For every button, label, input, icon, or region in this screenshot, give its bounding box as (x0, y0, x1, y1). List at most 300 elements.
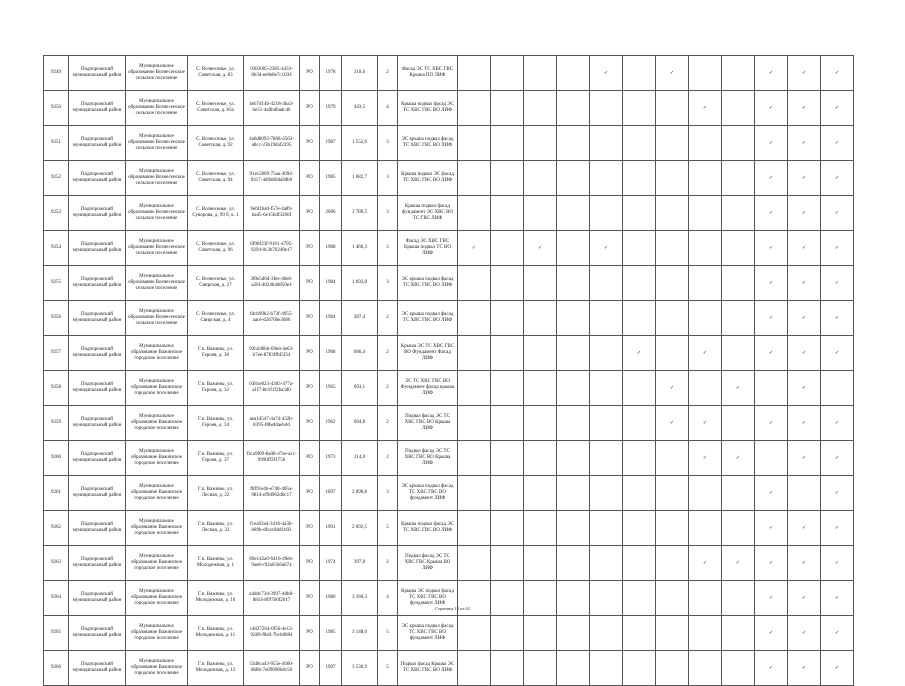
empty-cell (656, 441, 689, 476)
empty-cell (689, 371, 722, 406)
cell-year: 1980 (320, 581, 342, 616)
empty-cell (656, 336, 689, 371)
cell-id: 9256 (44, 301, 69, 336)
empty-cell (623, 651, 656, 686)
cell-address: С. Вознесенье, ул. Советская, д. 83а (188, 91, 244, 126)
empty-cell (524, 91, 557, 126)
check-mark-icon: ✓ (788, 336, 821, 371)
cell-district: Подпорожский муниципальный район (69, 406, 126, 441)
table-row (44, 441, 854, 476)
cell-material: РО (300, 441, 320, 476)
cell-settlement: Муниципальное образование Вознесенское сельское поселение (126, 266, 188, 301)
cell-address: Г.п. Важины, ул. Героев, д. 30 (188, 336, 244, 371)
cell-settlement: Муниципальное образование Вознесенское сельское поселение (126, 231, 188, 266)
check-mark-icon: ✓ (722, 546, 755, 581)
cell-address: Г.п. Важины, ул. Героев, д. 34 (188, 406, 244, 441)
empty-cell (788, 476, 821, 511)
cell-year: 1997 (320, 651, 342, 686)
check-mark-icon: ✓ (821, 546, 854, 581)
empty-cell (656, 161, 689, 196)
check-mark-icon: ✓ (755, 511, 788, 546)
cell-year: 1962 (320, 406, 342, 441)
cell-year: 1985 (320, 161, 342, 196)
check-mark-icon: ✓ (755, 196, 788, 231)
cell-material: РО (300, 126, 320, 161)
table-row (44, 511, 854, 546)
empty-cell (491, 651, 524, 686)
empty-cell (524, 126, 557, 161)
empty-cell (458, 91, 491, 126)
check-mark-icon: ✓ (755, 616, 788, 651)
cell-count: 3 (378, 126, 398, 161)
empty-cell (656, 91, 689, 126)
empty-cell (458, 371, 491, 406)
check-mark-icon: ✓ (755, 266, 788, 301)
check-mark-icon: ✓ (689, 441, 722, 476)
empty-cell (458, 476, 491, 511)
empty-cell (623, 196, 656, 231)
empty-cell (590, 196, 623, 231)
empty-cell (722, 511, 755, 546)
cell-guid: 6f96f23f-9181-4795-9294-0c3b70248e17 (244, 231, 300, 266)
empty-cell (557, 546, 590, 581)
cell-year: 1984 (320, 301, 342, 336)
empty-cell (590, 266, 623, 301)
cell-settlement: Муниципальное образование Вознесенское сельское поселение (126, 91, 188, 126)
cell-id: 9260 (44, 441, 69, 476)
empty-cell (524, 161, 557, 196)
empty-cell (557, 336, 590, 371)
cell-year: 1965 (320, 371, 342, 406)
empty-cell (623, 126, 656, 161)
check-mark-icon: ✓ (788, 301, 821, 336)
empty-cell (557, 126, 590, 161)
empty-cell (623, 161, 656, 196)
cell-works: Подвал фасад ЭС ТС ХВС ГВС ВО Крыша ЛИФ (398, 441, 458, 476)
empty-cell (524, 406, 557, 441)
empty-cell (623, 91, 656, 126)
cell-address: С. Вознесенье, ул. Свирская, д. 4 (188, 301, 244, 336)
empty-cell (458, 301, 491, 336)
empty-cell (689, 301, 722, 336)
cell-area: 3 148,0 (342, 616, 378, 651)
empty-cell (623, 266, 656, 301)
cell-guid: 0383005-2385-4433-8b3d-ee0e8e7c1034 (244, 56, 300, 91)
empty-cell (491, 546, 524, 581)
empty-cell (722, 406, 755, 441)
cell-count: 4 (378, 91, 398, 126)
check-mark-icon: ✓ (788, 651, 821, 686)
cell-works: Подвал фасад Крыша ЭС ТС ХВС ГВС ВО ЛИФ (398, 651, 458, 686)
empty-cell (689, 511, 722, 546)
cell-settlement: Муниципальное образование Важинское городское поселение (126, 616, 188, 651)
cell-guid: 4eb7d14b-4218-4ba3-be51-4a0bd6adc4b (244, 91, 300, 126)
empty-cell (590, 301, 623, 336)
cell-area: 693,1 (342, 371, 378, 406)
cell-count: 2 (378, 56, 398, 91)
cell-address: Г.п. Важины, ул. Молодежная, д. 1 (188, 546, 244, 581)
cell-year: 1974 (320, 546, 342, 581)
check-mark-icon: ✓ (788, 91, 821, 126)
cell-district: Подпорожский муниципальный район (69, 616, 126, 651)
check-mark-icon: ✓ (656, 371, 689, 406)
empty-cell (689, 476, 722, 511)
cell-material: РО (300, 91, 320, 126)
empty-cell (590, 371, 623, 406)
check-mark-icon: ✓ (755, 406, 788, 441)
empty-cell (722, 266, 755, 301)
cell-works: Крыша подвал ЭС фасад ТС ХВС ГВС ВО ЛИФ (398, 161, 458, 196)
page-footer: Страница 10 из 62 (435, 606, 470, 611)
empty-cell (557, 161, 590, 196)
empty-cell (557, 651, 590, 686)
cell-district: Подпорожский муниципальный район (69, 56, 126, 91)
cell-id: 9259 (44, 406, 69, 441)
cell-settlement: Муниципальное образование Важинское городское поселение (126, 511, 188, 546)
check-mark-icon: ✓ (788, 511, 821, 546)
cell-count: 4 (378, 581, 398, 616)
table-row (44, 91, 854, 126)
empty-cell (557, 196, 590, 231)
cell-settlement: Муниципальное образование Вознесенское сельское поселение (126, 196, 188, 231)
table-row (44, 371, 854, 406)
table-row (44, 126, 854, 161)
check-mark-icon: ✓ (689, 406, 722, 441)
cell-address: Г.п. Важины, ул. Молодежная, д. 11 (188, 616, 244, 651)
cell-area: 694,8 (342, 406, 378, 441)
check-mark-icon: ✓ (755, 231, 788, 266)
cell-count: 3 (378, 266, 398, 301)
cell-guid: fdcb99b2-b73f-4955-aace-d2d70be3686 (244, 301, 300, 336)
table-row (44, 406, 854, 441)
cell-district: Подпорожский муниципальный район (69, 231, 126, 266)
cell-settlement: Муниципальное образование Важинское городское поселение (126, 336, 188, 371)
check-mark-icon: ✓ (656, 56, 689, 91)
cell-count: 2 (378, 371, 398, 406)
empty-cell (524, 196, 557, 231)
check-mark-icon: ✓ (722, 371, 755, 406)
cell-year: 2006 (320, 196, 342, 231)
check-mark-icon: ✓ (755, 581, 788, 616)
check-mark-icon: ✓ (821, 231, 854, 266)
table-row (44, 651, 854, 686)
cell-address: С. Вознесенье, ул. Советская, д. 96 (188, 231, 244, 266)
cell-material: РО (300, 196, 320, 231)
cell-guid: a4ddc73d-3997-4db8-8814-8f97b0f2017 (244, 581, 300, 616)
cell-year: 1988 (320, 231, 342, 266)
empty-cell (557, 616, 590, 651)
empty-cell (722, 301, 755, 336)
empty-cell (656, 231, 689, 266)
cell-guid: 91ec5809-75aa-4094-9417-4d9d60da9db0 (244, 161, 300, 196)
cell-material: РО (300, 476, 320, 511)
empty-cell (524, 301, 557, 336)
empty-cell (524, 511, 557, 546)
cell-settlement: Муниципальное образование Важинское городское поселение (126, 476, 188, 511)
cell-id: 9266 (44, 651, 69, 686)
cell-guid: 0381e823-4383-477a-a1f7-bb1f1f2ba3d0 (244, 371, 300, 406)
check-mark-icon: ✓ (689, 91, 722, 126)
check-mark-icon: ✓ (755, 546, 788, 581)
table-body (44, 56, 854, 686)
empty-cell (458, 546, 491, 581)
cell-guid: 3f0e5d6d-3fee-46e6-a2f4-4024b4d850e4 (244, 266, 300, 301)
check-mark-icon: ✓ (821, 196, 854, 231)
empty-cell (656, 546, 689, 581)
cell-count: 2 (378, 441, 398, 476)
empty-cell (623, 441, 656, 476)
cell-id: 9265 (44, 616, 69, 651)
cell-area: 686,4 (342, 336, 378, 371)
cell-address: Г.п. Важины, ул. Лесная, д. 32 (188, 511, 244, 546)
cell-year: 1978 (320, 56, 342, 91)
cell-district: Подпорожский муниципальный район (69, 546, 126, 581)
check-mark-icon: ✓ (755, 476, 788, 511)
empty-cell (590, 476, 623, 511)
cell-id: 9253 (44, 196, 69, 231)
cell-year: 1991 (320, 511, 342, 546)
cell-material: РО (300, 301, 320, 336)
cell-id: 9252 (44, 161, 69, 196)
cell-count: 2 (378, 336, 398, 371)
cell-guid: f8f91e4b-e748-405a-9814-ef9d962d6c17 (244, 476, 300, 511)
cell-material: РО (300, 371, 320, 406)
check-mark-icon: ✓ (755, 336, 788, 371)
check-mark-icon: ✓ (590, 56, 623, 91)
cell-id: 9261 (44, 476, 69, 511)
empty-cell (590, 441, 623, 476)
empty-cell (458, 651, 491, 686)
check-mark-icon: ✓ (623, 336, 656, 371)
cell-id: 9257 (44, 336, 69, 371)
empty-cell (491, 616, 524, 651)
empty-cell (722, 651, 755, 686)
empty-cell (623, 406, 656, 441)
cell-area: 3 160,3 (342, 581, 378, 616)
empty-cell (458, 616, 491, 651)
cell-count: 2 (378, 546, 398, 581)
check-mark-icon: ✓ (590, 231, 623, 266)
cell-address: Г.п. Важины, ул. Молодежная, д. 12 (188, 651, 244, 686)
empty-cell (524, 651, 557, 686)
cell-area: 2 898,8 (342, 476, 378, 511)
empty-cell (590, 651, 623, 686)
check-mark-icon: ✓ (788, 581, 821, 616)
empty-cell (458, 336, 491, 371)
cell-area: 3 789,5 (342, 196, 378, 231)
cell-year: 1979 (320, 91, 342, 126)
check-mark-icon: ✓ (821, 91, 854, 126)
check-mark-icon: ✓ (755, 56, 788, 91)
cell-material: РО (300, 336, 320, 371)
table-row (44, 266, 854, 301)
empty-cell (656, 476, 689, 511)
check-mark-icon: ✓ (755, 161, 788, 196)
cell-area: 3 530,9 (342, 651, 378, 686)
check-mark-icon: ✓ (821, 266, 854, 301)
check-mark-icon: ✓ (821, 301, 854, 336)
cell-settlement: Муниципальное образование Важинское городское поселение (126, 406, 188, 441)
cell-district: Подпорожский муниципальный район (69, 91, 126, 126)
cell-year: 1968 (320, 336, 342, 371)
cell-area: 397,8 (342, 546, 378, 581)
empty-cell (458, 126, 491, 161)
empty-cell (491, 231, 524, 266)
empty-cell (689, 126, 722, 161)
cell-area: 2 692,5 (342, 511, 378, 546)
cell-works: Подвал фасад ЭС ТС ХВС ГВС Крыша ВО ЛИФ (398, 546, 458, 581)
cell-works: Крыша подвал фасад ЭС ТС ХВС ГВС ВО ЛИФ (398, 91, 458, 126)
check-mark-icon: ✓ (755, 91, 788, 126)
check-mark-icon: ✓ (821, 651, 854, 686)
cell-guid: 92b2d6bb-69ed-4e63-b7ee-8783fffd5f34 (244, 336, 300, 371)
cell-count: 5 (378, 651, 398, 686)
cell-guid: c4827264-0f56-4e13-9289-f8a9-7bcb8684 (244, 616, 300, 651)
empty-cell (689, 161, 722, 196)
cell-works: Крыша ЭС ТС ХВС ГВС ВО Фундамент Фасад ЛИФ (398, 336, 458, 371)
empty-cell (590, 511, 623, 546)
cell-works: Подвал фасад ЭС ТС ХВС ГВС ВО Крыша ЛИФ (398, 406, 458, 441)
empty-cell (689, 231, 722, 266)
empty-cell (821, 371, 854, 406)
empty-cell (491, 196, 524, 231)
empty-cell (524, 371, 557, 406)
cell-id: 9263 (44, 546, 69, 581)
cell-material: РО (300, 56, 320, 91)
cell-district: Подпорожский муниципальный район (69, 581, 126, 616)
check-mark-icon: ✓ (821, 476, 854, 511)
empty-cell (524, 616, 557, 651)
cell-district: Подпорожский муниципальный район (69, 371, 126, 406)
check-mark-icon: ✓ (788, 231, 821, 266)
cell-guid: aea1d547-4a74-432b-8395-f8befdaeb4d (244, 406, 300, 441)
empty-cell (557, 91, 590, 126)
check-mark-icon: ✓ (821, 336, 854, 371)
empty-cell (722, 336, 755, 371)
empty-cell (722, 56, 755, 91)
empty-cell (590, 161, 623, 196)
cell-guid: 69e142a0-6416-49eb-9ae8-c92a65b6a674 (244, 546, 300, 581)
cell-year: 1985 (320, 616, 342, 651)
cell-works: Крыша подвал фасад фундамент ЭС ХВС ВО ТС ГВС ЛИФ (398, 196, 458, 231)
check-mark-icon: ✓ (689, 336, 722, 371)
empty-cell (722, 126, 755, 161)
cell-district: Подпорожский муниципальный район (69, 441, 126, 476)
cell-id: 9264 (44, 581, 69, 616)
empty-cell (458, 441, 491, 476)
cell-material: РО (300, 406, 320, 441)
empty-cell (557, 371, 590, 406)
empty-cell (689, 196, 722, 231)
cell-id: 9250 (44, 91, 69, 126)
empty-cell (722, 231, 755, 266)
check-mark-icon: ✓ (458, 231, 491, 266)
cell-works: Фасад ЭС ТС ХВС ГВС Крыша ПО ЛИФ (398, 56, 458, 91)
cell-year: 1973 (320, 441, 342, 476)
cell-district: Подпорожский муниципальный район (69, 476, 126, 511)
cell-id: 9258 (44, 371, 69, 406)
empty-cell (590, 546, 623, 581)
empty-cell (623, 301, 656, 336)
check-mark-icon: ✓ (788, 441, 821, 476)
cell-year: 1987 (320, 126, 342, 161)
check-mark-icon: ✓ (821, 126, 854, 161)
empty-cell (722, 161, 755, 196)
table-row (44, 56, 854, 91)
empty-cell (557, 266, 590, 301)
check-mark-icon: ✓ (656, 406, 689, 441)
empty-cell (491, 476, 524, 511)
empty-cell (623, 511, 656, 546)
cell-settlement: Муниципальное образование Вознесенское сельское поселение (126, 161, 188, 196)
cell-guid: 9efd1ba0-f57e-4a89-bad5-6e15bdf3266f (244, 196, 300, 231)
empty-cell (623, 371, 656, 406)
cell-material: РО (300, 616, 320, 651)
cell-address: Г.п. Важины, ул. Лесная, д. 22 (188, 476, 244, 511)
empty-cell (491, 56, 524, 91)
cell-district: Подпорожский муниципальный район (69, 126, 126, 161)
empty-cell (722, 91, 755, 126)
empty-cell (491, 266, 524, 301)
empty-cell (557, 406, 590, 441)
cell-year: 1984 (320, 266, 342, 301)
empty-cell (458, 266, 491, 301)
empty-cell (458, 406, 491, 441)
cell-area: 1 466,3 (342, 231, 378, 266)
cell-works: ЭС крыша подвал фасад ТС ХВС ГВС ВО ЛИФ (398, 301, 458, 336)
check-mark-icon: ✓ (722, 441, 755, 476)
cell-settlement: Муниципальное образование Вознесенское сельское поселение (126, 301, 188, 336)
cell-works: Крыша ЭС подвал фасад ТС ХВС ГВС ВО фундамент ЛИФ (398, 581, 458, 616)
empty-cell (623, 231, 656, 266)
cell-settlement: Муниципальное образование Вознесенское сельское поселение (126, 126, 188, 161)
empty-cell (524, 56, 557, 91)
empty-cell (524, 336, 557, 371)
cell-works: ЭС крыша подвал фасад ТС ХВС ГВС ВО фундамент ЛИФ (398, 476, 458, 511)
empty-cell (557, 56, 590, 91)
cell-district: Подпорожский муниципальный район (69, 196, 126, 231)
cell-material: РО (300, 511, 320, 546)
check-mark-icon: ✓ (755, 651, 788, 686)
check-mark-icon: ✓ (788, 266, 821, 301)
empty-cell (524, 476, 557, 511)
cell-count: 3 (378, 476, 398, 511)
cell-address: С. Вознесенье, ул. Советская, д. 92 (188, 126, 244, 161)
empty-cell (689, 616, 722, 651)
cell-count: 3 (378, 231, 398, 266)
cell-id: 9255 (44, 266, 69, 301)
cell-material: РО (300, 651, 320, 686)
cell-works: ЭС крыша подвал фасад ТС ХВС ГВС ВО фундамент ЛИФ (398, 616, 458, 651)
empty-cell (590, 616, 623, 651)
cell-works: Крыша подвал фасад ЭС ТС ХВС ГВС ВО ЛИФ (398, 511, 458, 546)
empty-cell (524, 266, 557, 301)
cell-area: 318,6 (342, 56, 378, 91)
empty-cell (656, 301, 689, 336)
cell-guid: f3ca9f09-8a08-47ee-acc-9990ff3f1756 (244, 441, 300, 476)
cell-area: 1 692,8 (342, 266, 378, 301)
cell-area: 387,4 (342, 301, 378, 336)
cell-district: Подпорожский муниципальный район (69, 301, 126, 336)
check-mark-icon: ✓ (788, 196, 821, 231)
cell-count: 2 (378, 406, 398, 441)
check-mark-icon: ✓ (821, 441, 854, 476)
empty-cell (722, 476, 755, 511)
cell-address: Г.п. Важины, ул. Молодежная, д. 10 (188, 581, 244, 616)
empty-cell (491, 371, 524, 406)
empty-cell (491, 301, 524, 336)
empty-cell (491, 336, 524, 371)
